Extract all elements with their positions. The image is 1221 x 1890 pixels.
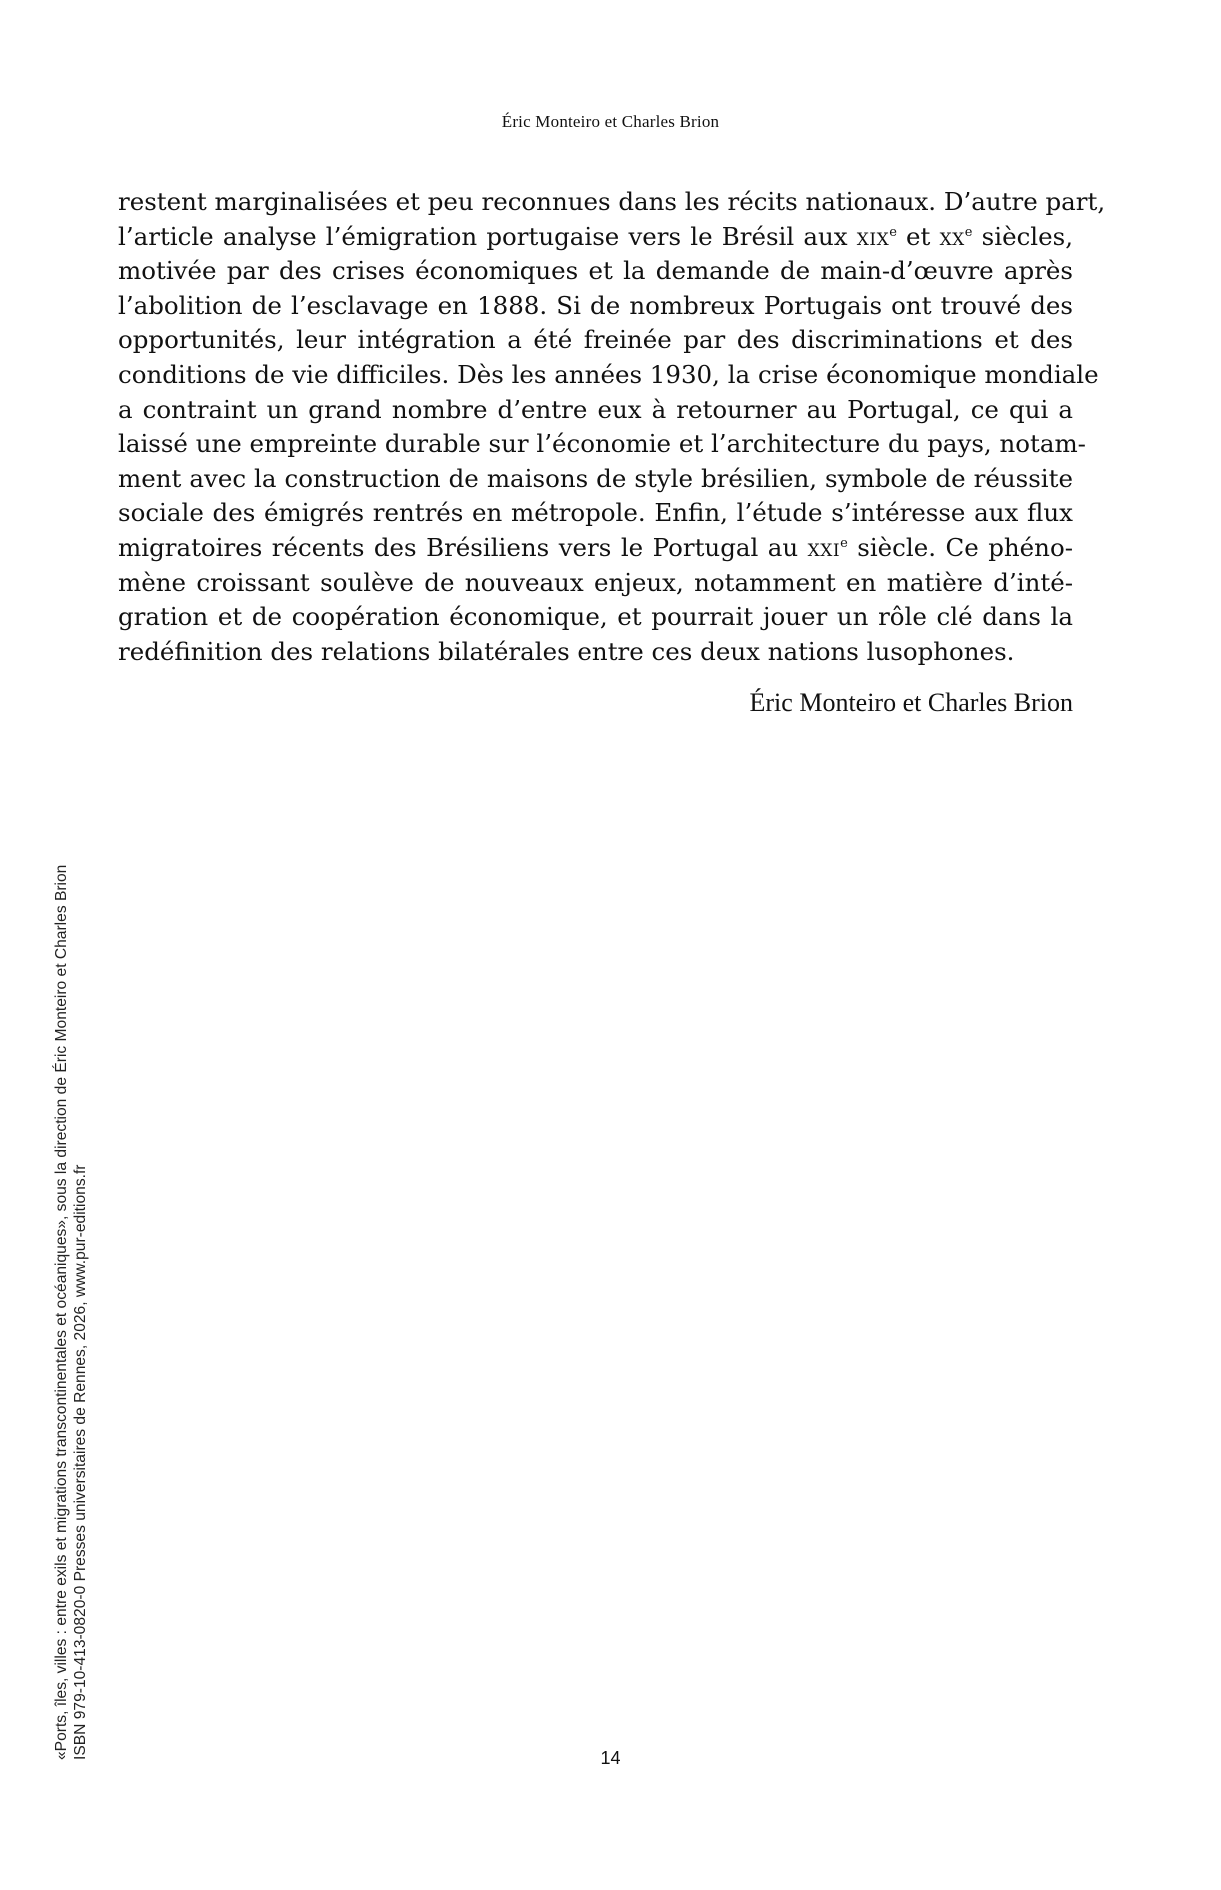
text-line: redéfinition des relations bilatérales entre ces deux nations lusophones.: [118, 636, 1015, 666]
page-number: 14: [600, 1748, 621, 1768]
author-signature: Éric Monteiro et Charles Brion: [749, 688, 1073, 717]
century-numeral: xxi: [807, 532, 841, 562]
text-line: gration et de coopération économique, et pourrait jouer un rôle clé dans la: [118, 602, 1073, 632]
superscript: e: [889, 224, 897, 240]
text-line: conditions de vie difficiles. Dès les années 1930, la crise économique mondiale: [118, 359, 1099, 389]
text-line: l’abolition de l’esclavage en 1888. Si de nombreux Portugais ont trouvé des: [118, 290, 1073, 320]
text-line: laissé une empreinte durable sur l’économie et l’architecture du pays, notam-: [118, 429, 1086, 459]
text-line: a contraint un grand nombre d’entre eux à retourner au Portugal, ce qui a: [118, 394, 1073, 424]
copyright-side-note: [52, 850, 114, 1760]
text-line: ment avec la construction de maisons de style brésilien, symbole de réussite: [118, 463, 1073, 493]
text-fragment: siècles,: [972, 221, 1073, 251]
text-fragment: siècle. Ce phéno-: [847, 532, 1073, 562]
superscript: e: [964, 224, 973, 240]
text-line: [118, 220, 1073, 255]
text-line: opportunités, leur intégration a été freinée par des discriminations et des: [118, 325, 1073, 355]
text-line: mène croissant soulève de nouveaux enjeux, notamment en matière d’inté-: [118, 567, 1073, 597]
text-fragment: migratoires récents des Brésiliens vers le Portugal au: [118, 532, 808, 562]
century-numeral: xx: [939, 221, 965, 251]
superscript: e: [840, 535, 848, 551]
century-numeral: xix: [856, 221, 890, 251]
text-fragment: et: [896, 221, 940, 251]
text-line: [118, 531, 1073, 566]
side-note-line: ISBN 979-10-413-0820-0 Presses universitaires de Rennes, 2026, www.pur-editions.fr: [72, 1164, 89, 1760]
running-head: Éric Monteiro et Charles Brion: [501, 112, 720, 131]
text-line: motivée par des crises économiques et la demande de main-d’œuvre après: [118, 256, 1073, 286]
text-line: sociale des émigrés rentrés en métropole. Enfin, l’étude s’intéresse aux flux: [118, 498, 1073, 528]
text-line: restent marginalisées et peu reconnues dans les récits nationaux. D’autre part,: [118, 187, 1106, 216]
side-note-line: «Ports, îles, villes : entre exils et migrations transcontinentales et océaniques», sous la direction de Éric Monteiro et Charles Brion: [53, 864, 70, 1760]
body-paragraph: [118, 185, 1106, 669]
text-fragment: l’article analyse l’émigration portugaise vers le Brésil aux: [118, 221, 857, 251]
